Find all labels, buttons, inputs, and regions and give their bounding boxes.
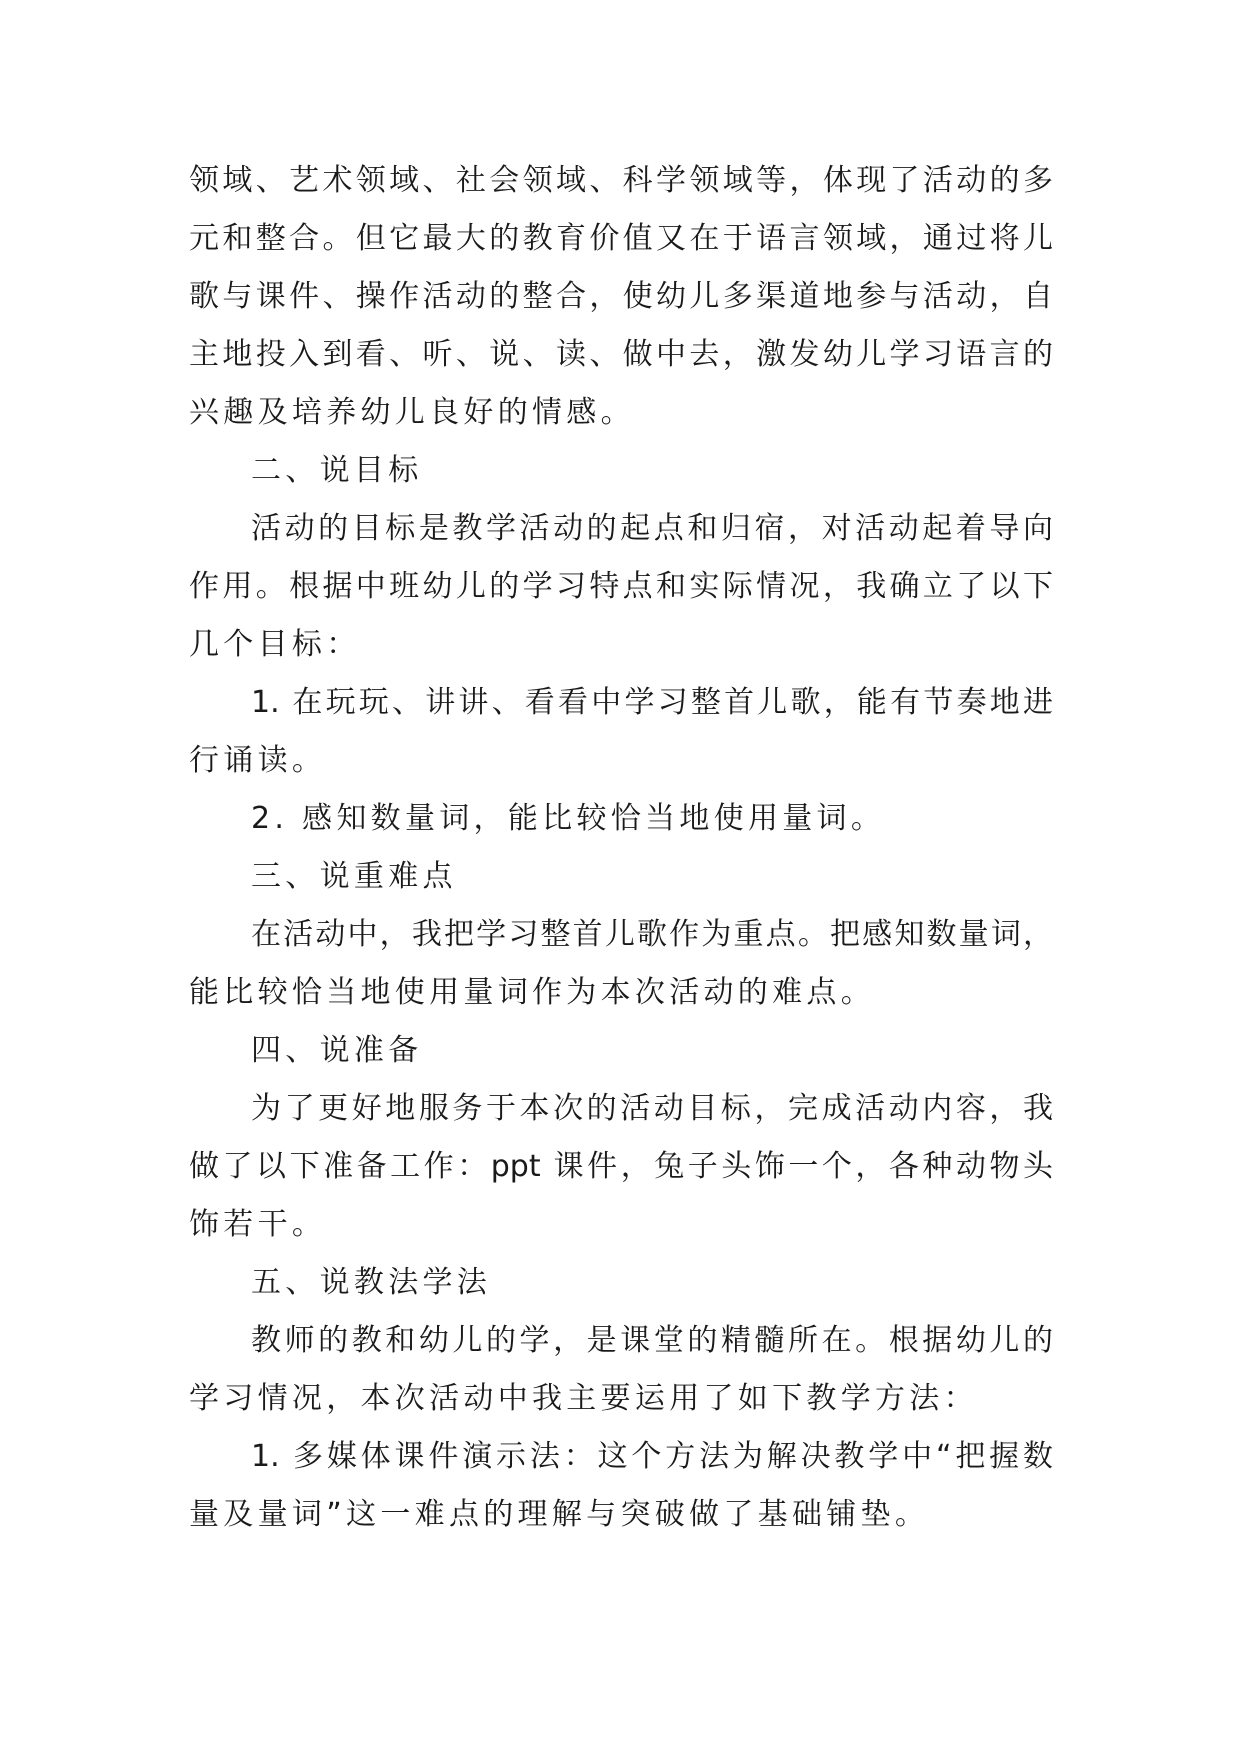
list-item-continuation: 行诵读。 — [189, 743, 327, 778]
paragraph-line: 做了以下准备工作：ppt 课件，兔子头饰一个，各种动物头 — [189, 1149, 1053, 1184]
paragraph-line: 学习情况，本次活动中我主要运用了如下教学方法： — [189, 1381, 978, 1416]
paragraph-line: 饰若干。 — [189, 1207, 327, 1242]
paragraph-line: 作用。根据中班幼儿的学习特点和实际情况，我确立了以下 — [189, 569, 1053, 604]
section-heading: 二、说目标 — [251, 453, 423, 488]
paragraph-line: 为了更好地服务于本次的活动目标，完成活动内容，我 — [251, 1091, 1053, 1126]
list-item: 2. 感知数量词，能比较恰当地使用量词。 — [251, 801, 886, 836]
paragraph-line: 元和整合。但它最大的教育价值又在于语言领域，通过将儿 — [189, 221, 1053, 256]
paragraph-line: 主地投入到看、听、说、读、做中去，激发幼儿学习语言的 — [189, 337, 1053, 372]
paragraph-line: 教师的教和幼儿的学，是课堂的精髓所在。根据幼儿的 — [251, 1323, 1053, 1358]
section-heading: 三、说重难点 — [251, 859, 457, 894]
section-heading: 四、说准备 — [251, 1033, 423, 1068]
document-page — [189, 152, 1053, 1544]
paragraph-line: 几个目标： — [189, 627, 361, 662]
list-item: 1. 在玩玩、讲讲、看看中学习整首儿歌，能有节奏地进 — [251, 685, 1053, 720]
paragraph-line: 活动的目标是教学活动的起点和归宿，对活动起着导向 — [251, 511, 1053, 546]
paragraph-line: 兴趣及培养幼儿良好的情感。 — [189, 395, 635, 430]
list-item: 1. 多媒体课件演示法：这个方法为解决教学中“把握数 — [251, 1439, 1053, 1474]
paragraph-line: 在活动中，我把学习整首儿歌作为重点。把感知数量词， — [251, 917, 1053, 952]
paragraph-line: 歌与课件、操作活动的整合，使幼儿多渠道地参与活动，自 — [189, 279, 1053, 314]
section-heading: 五、说教法学法 — [251, 1265, 492, 1300]
list-item-continuation: 量及量词”这一难点的理解与突破做了基础铺垫。 — [189, 1497, 930, 1532]
paragraph-line: 能比较恰当地使用量词作为本次活动的难点。 — [189, 975, 875, 1010]
paragraph-line: 领域、艺术领域、社会领域、科学领域等，体现了活动的多 — [189, 163, 1053, 198]
